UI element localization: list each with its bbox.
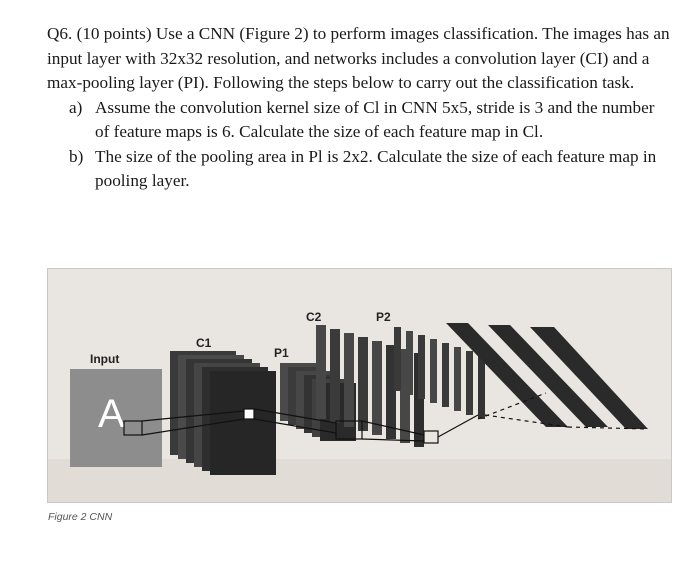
question-block — [47, 22, 672, 194]
input-letter: A — [98, 392, 125, 436]
label-c1: C1 — [196, 336, 212, 350]
cnn-figure — [47, 268, 672, 503]
label-p2: P2 — [376, 310, 391, 324]
sub-question-b-text: The size of the pooling area in Pl is 2x2. Calculate the size of each feature map in pooling layer. — [95, 146, 657, 190]
cnn-diagram — [48, 269, 671, 502]
sub-question-b — [47, 145, 672, 194]
sub-question-a-text: Assume the convolution kernel size of Cl in CNN 5x5, stride is 3 and the number of feature maps is 6. Calculate the size of each feature map in Cl. — [95, 97, 655, 141]
sub-question-a — [47, 96, 672, 145]
sub-question-a-marker: a) — [69, 97, 83, 117]
label-p1: P1 — [274, 346, 289, 360]
sub-question-b-marker: b) — [69, 146, 84, 166]
input-plane — [70, 369, 162, 467]
figure-caption: Figure 2 CNN — [48, 511, 113, 523]
label-c2: C2 — [306, 310, 322, 324]
label-input: Input — [90, 352, 120, 366]
sub-question-list — [47, 96, 672, 194]
c1-unit — [244, 409, 254, 419]
question-stem: Q6. (10 points) Use a CNN (Figure 2) to perform images classification. The images has an input layer with 32x32 resolution, and networks includes a convolution layer (CI) and a max-pooling layer (PI). Following the steps below to carry out the classification task. — [47, 24, 670, 92]
